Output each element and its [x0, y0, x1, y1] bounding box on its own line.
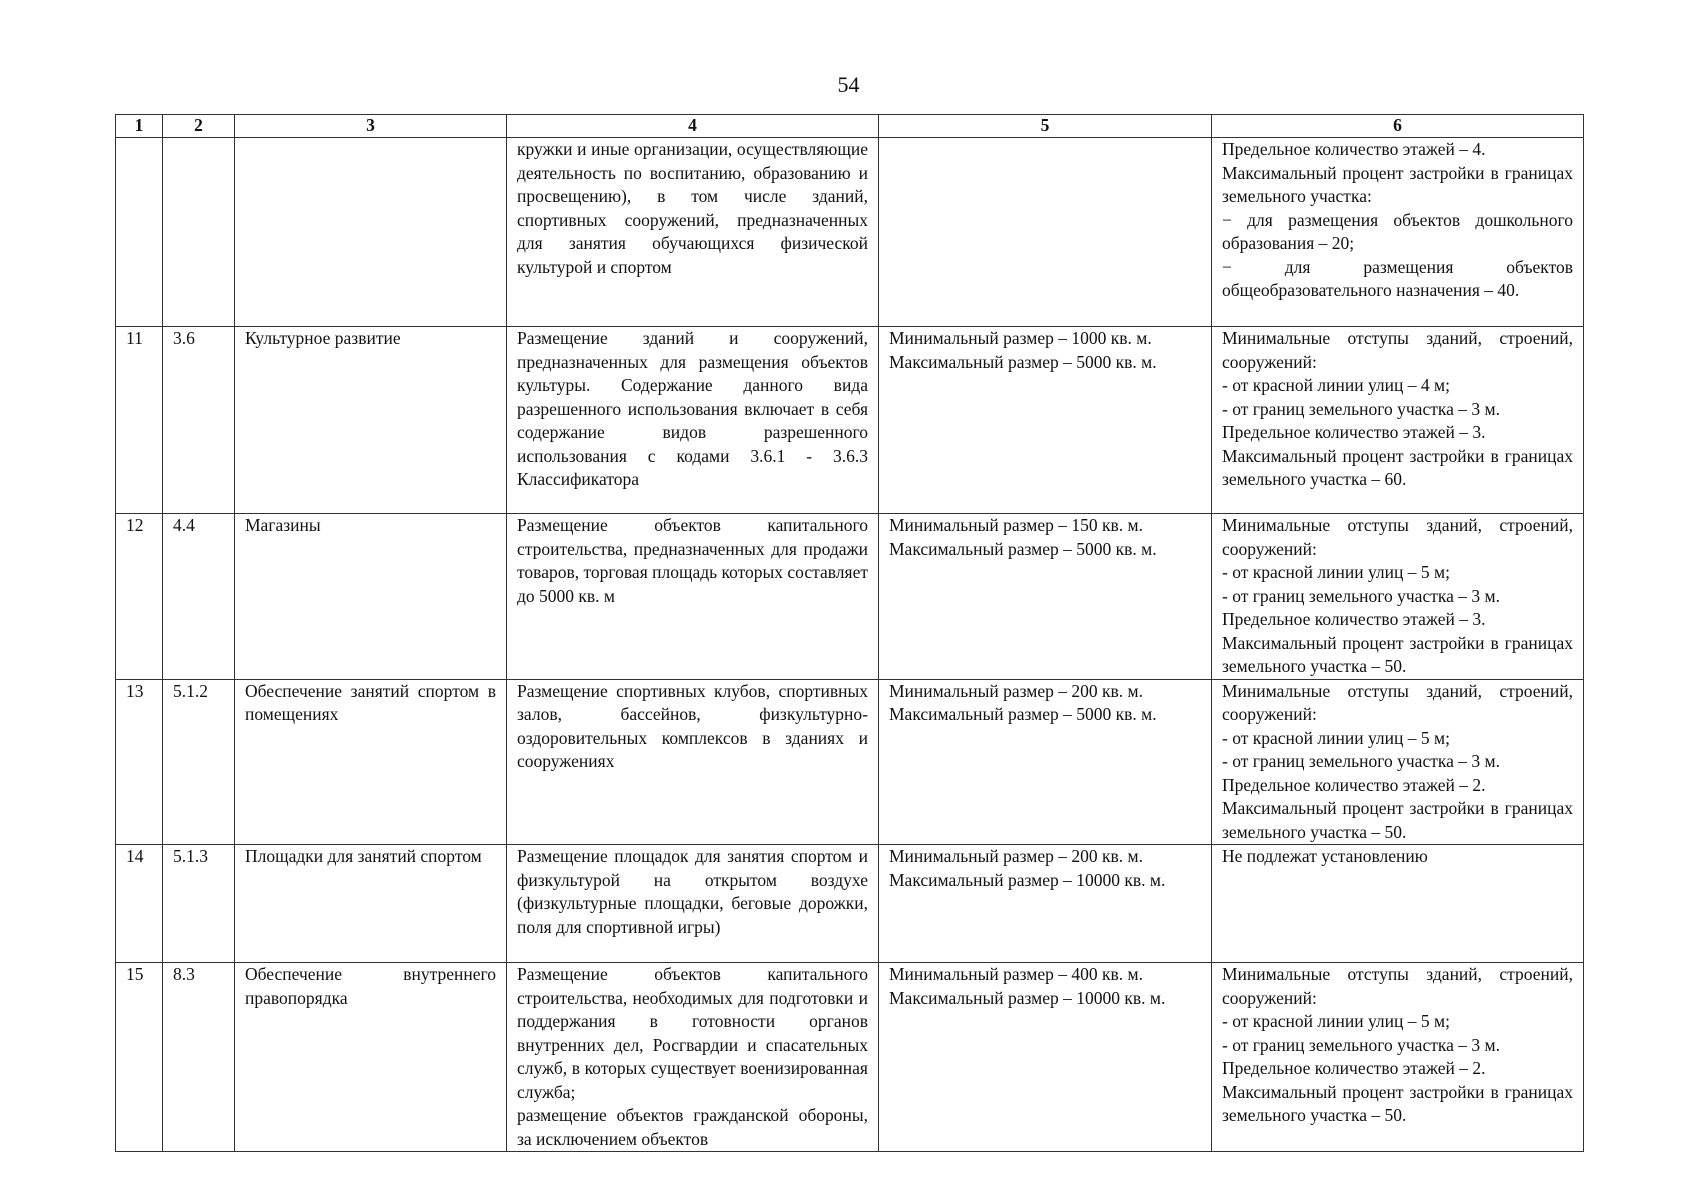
row-number-cell [116, 327, 163, 514]
plot-size-cell [879, 138, 1212, 327]
table-header-row [116, 115, 1584, 138]
use-description: Размещение объектов капитального строительства, необходимых для подготовки и поддержания в готовности органов внутренних дел, Росгвардии и спасательных служб, в которых существует военизированная служба; размещение объектов гражданской обороны, за исключением объектов [517, 964, 868, 1149]
plot-size-cell [879, 327, 1212, 514]
use-name: Обеспечение занятий спортом в помещениях [245, 680, 496, 724]
plot-size-cell [879, 679, 1212, 845]
use-name-cell [235, 845, 507, 963]
use-code: 5.1.2 [173, 680, 208, 701]
plot-size-cell [879, 514, 1212, 680]
use-description-cell [507, 327, 879, 514]
use-description-cell [507, 963, 879, 1152]
plot-size-cell [879, 963, 1212, 1152]
use-description: Размещение площадок для занятия спортом и физкультурой на открытом воздухе (физкультурные площадки, беговые дорожки, поля для спортивной игры) [517, 846, 868, 937]
column-header: 6 [1212, 115, 1584, 138]
use-code: 8.3 [173, 964, 195, 984]
use-name: Культурное развитие [245, 328, 401, 348]
building-params-cell [1212, 963, 1584, 1152]
use-code: 5.1.3 [173, 846, 208, 866]
building-params: Минимальные отступы зданий, строений, сооружений: - от красной линии улиц – 5 м; - от границ земельного участка – 3 м. Предельное количество этажей – 2. Максимальный процент застройки в границах земельного участка – 50. [1222, 964, 1573, 1125]
use-code-cell [163, 845, 235, 963]
use-code: 4.4 [173, 515, 195, 535]
use-name: Обеспечение внутреннего правопорядка [245, 964, 496, 1008]
row-number: 15 [126, 964, 144, 984]
row-number-cell [116, 963, 163, 1152]
table-row [116, 845, 1584, 963]
building-params: Минимальные отступы зданий, строений, сооружений: - от красной линии улиц – 5 м; - от границ земельного участка – 3 м. Предельное количество этажей – 3. Максимальный процент застройки в границах земельного участка – 50. [1222, 515, 1573, 676]
use-name-cell [235, 963, 507, 1152]
row-number: 13 [126, 680, 144, 701]
use-code-cell [163, 514, 235, 680]
plot-size-cell [879, 845, 1212, 963]
plot-size: Минимальный размер – 150 кв. м. Максимальный размер – 5000 кв. м. [889, 515, 1157, 559]
plot-size: Минимальный размер – 400 кв. м. Максимальный размер – 10000 кв. м. [889, 964, 1166, 1008]
use-description-cell [507, 138, 879, 327]
zoning-table [115, 114, 1584, 1152]
plot-size: Минимальный размер – 200 кв. м. Максимальный размер – 10000 кв. м. [889, 846, 1166, 890]
use-code-cell [163, 327, 235, 514]
use-name-cell [235, 327, 507, 514]
building-params-cell [1212, 514, 1584, 680]
column-header: 4 [507, 115, 879, 138]
use-code-cell [163, 138, 235, 327]
building-params-cell [1212, 845, 1584, 963]
use-description-cell [507, 679, 879, 845]
row-number: 14 [126, 846, 144, 866]
row-number: 12 [126, 515, 144, 535]
use-name-cell [235, 514, 507, 680]
table-row [116, 514, 1584, 680]
table-row [116, 138, 1584, 327]
building-params-cell [1212, 138, 1584, 327]
table-row [116, 963, 1584, 1152]
use-description: Размещение объектов капитального строительства, предназначенных для продажи товаров, торговая площадь которых составляет до 5000 кв. м [517, 515, 868, 606]
building-params: Минимальные отступы зданий, строений, сооружений: - от красной линии улиц – 4 м; - от границ земельного участка – 3 м. Предельное количество этажей – 3. Максимальный процент застройки в границах земельного участка – 60. [1222, 328, 1573, 489]
row-number-cell [116, 845, 163, 963]
table-row [116, 679, 1584, 845]
use-description-cell [507, 514, 879, 680]
use-name: Площадки для занятий спортом [245, 846, 482, 866]
row-number-cell [116, 514, 163, 680]
use-description-cell [507, 845, 879, 963]
use-code: 3.6 [173, 328, 195, 348]
building-params: Не подлежат установлению [1222, 846, 1428, 866]
column-header: 1 [116, 115, 163, 138]
use-description: Размещение спортивных клубов, спортивных залов, бассейнов, физкультурно-оздоровительных комплексов в зданиях и сооружениях [517, 680, 868, 771]
use-name: Магазины [245, 515, 321, 535]
building-params: Предельное количество этажей – 4. Максимальный процент застройки в границах земельного участка: − для размещения объектов дошкольного образования – 20; − для размещения объектов общеобразовательного назначения – 40. [1222, 139, 1573, 300]
column-header: 3 [235, 115, 507, 138]
use-code-cell [163, 679, 235, 845]
use-name-cell [235, 679, 507, 845]
building-params: Минимальные отступы зданий, строений, сооружений: - от красной линии улиц – 5 м; - от границ земельного участка – 3 м. Предельное количество этажей – 2. Максимальный процент застройки в границах земельного участка – 50. [1222, 680, 1573, 842]
plot-size: Минимальный размер – 200 кв. м. Максимальный размер – 5000 кв. м. [889, 680, 1157, 724]
row-number-cell [116, 138, 163, 327]
row-number-cell [116, 679, 163, 845]
use-name-cell [235, 138, 507, 327]
plot-size: Минимальный размер – 1000 кв. м. Максимальный размер – 5000 кв. м. [889, 328, 1157, 372]
building-params-cell [1212, 327, 1584, 514]
table-row [116, 327, 1584, 514]
page-number: 54 [837, 72, 860, 97]
column-header: 5 [879, 115, 1212, 138]
column-header: 2 [163, 115, 235, 138]
use-code-cell [163, 963, 235, 1152]
use-description: кружки и иные организации, осуществляющие деятельность по воспитанию, образованию и просвещению), в том числе зданий, спортивных сооружений, предназначенных для занятия обучающихся физической культурой и спортом [517, 139, 868, 277]
row-number: 11 [126, 328, 143, 348]
building-params-cell [1212, 679, 1584, 845]
use-description: Размещение зданий и сооружений, предназначенных для размещения объектов культуры. Содержание данного вида разрешенного использования включает в себя содержание видов разрешенного использования с кодами 3.6.1 - 3.6.3 Классификатора [517, 328, 868, 489]
